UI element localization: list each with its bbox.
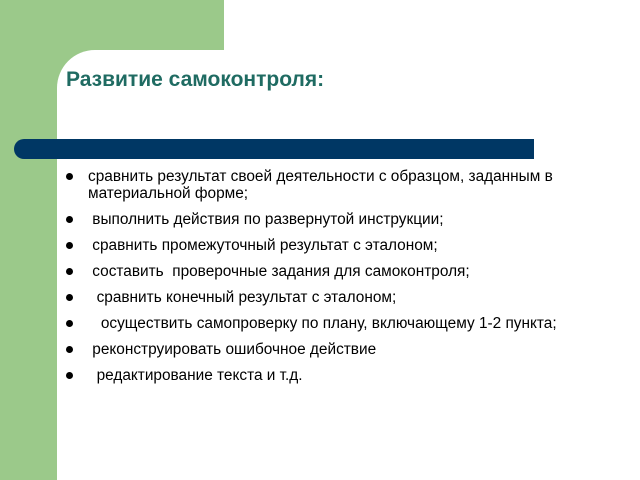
bullet-text: составить проверочные задания для самоконтроля; (88, 263, 470, 280)
bullet-item (64, 237, 604, 254)
bullet-icon (66, 268, 73, 275)
bullet-item (64, 168, 604, 202)
bullet-icon (66, 294, 73, 301)
bullet-item (64, 315, 604, 332)
slide-title: Развитие самоконтроля: (66, 68, 325, 91)
bullet-text: выполнить действия по развернутой инструкции; (88, 211, 444, 228)
bullet-icon (66, 346, 73, 353)
bullet-item (64, 341, 604, 358)
bullet-list (64, 168, 604, 393)
bullet-item (64, 211, 604, 228)
bullet-item (64, 289, 604, 306)
bullet-text: осуществить самопроверку по плану, включающему 1-2 пункта; (88, 315, 557, 332)
title-divider-bar (14, 139, 534, 159)
bullet-text: сравнить промежуточный результат с эталоном; (88, 237, 438, 254)
bullet-item (64, 263, 604, 280)
bullet-icon (66, 320, 73, 327)
bullet-text: сравнить конечный результат с эталоном; (88, 289, 397, 306)
bullet-icon (66, 372, 73, 379)
bullet-icon (66, 216, 73, 223)
bullet-text: редактирование текста и т.д. (88, 367, 303, 384)
bullet-icon (66, 242, 73, 249)
bullet-text: реконструировать ошибочное действие (88, 341, 377, 358)
bullet-icon (66, 173, 73, 180)
bullet-text: сравнить результат своей деятельности с образцом, заданным в материальной форме; (88, 168, 558, 202)
bullet-item (64, 367, 604, 384)
